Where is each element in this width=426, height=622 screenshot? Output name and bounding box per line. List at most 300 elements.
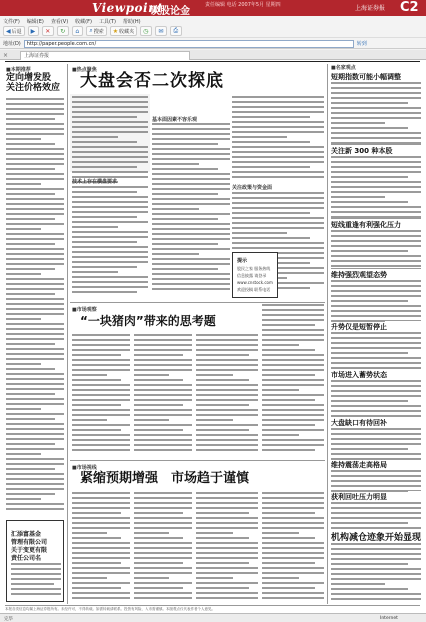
toolbar [0, 25, 426, 38]
body-text-line [72, 101, 148, 103]
right-column-headline[interactable]: 短期指数可能小幅调整 [331, 73, 401, 81]
body-text-line [331, 352, 408, 354]
mail-icon: ✉ [158, 27, 164, 35]
body-text-line [72, 537, 121, 539]
main-subhead: 关注政策与资金面 [232, 185, 273, 191]
body-text-line [6, 173, 64, 175]
body-text-line [331, 448, 408, 450]
body-text-line [72, 226, 118, 228]
body-text-line [331, 305, 421, 307]
left-ad-line: 汇添富基金 [11, 531, 42, 538]
body-text-line [262, 379, 324, 381]
notice-box[interactable] [232, 252, 278, 298]
main-subhead: 基本面因素不容乐观 [152, 117, 198, 123]
body-text-line [152, 153, 230, 155]
body-text-line [134, 512, 183, 514]
body-text-line [152, 253, 199, 255]
body-text-line [6, 203, 64, 205]
body-text-line [331, 196, 385, 198]
body-text-line [6, 463, 64, 465]
body-text-line [72, 231, 148, 233]
body-text-line [232, 161, 324, 163]
body-text-line [6, 488, 64, 490]
body-text-line [152, 133, 230, 135]
body-text-line [262, 429, 324, 431]
body-text-line [262, 434, 299, 436]
right-column-headline[interactable]: 机构减仓迹象开始显现 [331, 533, 422, 543]
body-text-line [331, 578, 421, 580]
menu-favorites[interactable]: 收藏(F) [75, 18, 92, 25]
body-text-line [331, 385, 421, 387]
body-text-line [72, 379, 121, 381]
body-text-line [6, 108, 64, 110]
left-ad-body [11, 563, 61, 599]
body-text-line [152, 268, 218, 270]
body-text-line [6, 148, 64, 150]
body-text-line [72, 211, 148, 213]
body-text-line [134, 434, 192, 436]
body-text-line [134, 444, 192, 446]
body-text-line [152, 188, 230, 190]
body-text-line [331, 598, 421, 600]
notice-line: 股民之家 服务热线 [237, 266, 271, 271]
body-text-line [331, 583, 385, 585]
bottom-headline[interactable]: 紧缩预期增强 市场趋于谨慎 [80, 471, 250, 486]
body-text-line [134, 399, 192, 401]
body-text-line [331, 390, 421, 392]
body-text-line [134, 587, 183, 589]
body-text-line [331, 438, 421, 440]
body-text-line [331, 166, 421, 168]
body-text-line [331, 132, 421, 134]
body-text-line [152, 123, 230, 125]
body-text-line [196, 592, 258, 594]
body-text-line [6, 158, 64, 160]
body-text-line [232, 156, 324, 158]
body-text-line [6, 233, 64, 235]
body-text-line [134, 379, 183, 381]
notice-title: 提示 [237, 258, 248, 264]
body-text-line [331, 250, 408, 252]
body-text-line [72, 449, 130, 451]
body-text-line [134, 364, 192, 366]
body-text-line [6, 223, 64, 225]
body-text-line [262, 522, 324, 524]
body-text-line [196, 557, 258, 559]
body-text-line [331, 405, 421, 407]
body-text-line [331, 176, 408, 178]
middle-body-col-4 [262, 304, 324, 456]
body-text-line [134, 572, 192, 574]
right-column-body [331, 156, 421, 224]
body-text-line [262, 557, 324, 559]
body-text-line [134, 344, 192, 346]
body-text-line [196, 552, 258, 554]
body-text-line [72, 241, 137, 243]
body-text-line [134, 389, 192, 391]
body-text-line [262, 449, 315, 451]
body-text-line [6, 303, 64, 305]
body-text-line [331, 235, 421, 237]
forward-arrow-icon: ▶ [30, 27, 36, 35]
body-text-line [6, 338, 64, 340]
body-text-line [331, 395, 421, 397]
body-text-line [196, 374, 233, 376]
body-text-line [331, 558, 421, 560]
body-text-line [6, 168, 55, 170]
body-text-line [72, 444, 130, 446]
body-text-line [152, 248, 230, 250]
body-text-line [134, 349, 192, 351]
body-text-line [72, 572, 130, 574]
body-text-line [72, 414, 130, 416]
main-headline[interactable]: 大盘会否二次探底 [80, 71, 224, 91]
right-column-divider [331, 218, 421, 219]
body-text-line [331, 295, 421, 297]
address-bar [0, 39, 426, 49]
body-text-line [6, 138, 41, 140]
body-text-line [6, 133, 64, 135]
body-text-line [262, 552, 324, 554]
body-text-line [6, 318, 41, 320]
body-text-line [72, 261, 148, 263]
menu-view[interactable]: 查看(V) [50, 18, 69, 25]
body-text-line [196, 597, 258, 599]
body-text-line [134, 597, 192, 599]
body-text-line [331, 285, 421, 287]
body-text-line [262, 419, 324, 421]
body-text-line [331, 211, 421, 213]
body-text-line [72, 201, 148, 203]
body-text-line [331, 433, 421, 435]
body-text-line [6, 208, 64, 210]
body-text-line [72, 567, 130, 569]
body-text-line [72, 96, 148, 98]
body-text-line [331, 380, 421, 382]
body-text-line [134, 409, 192, 411]
body-text-line [196, 354, 249, 356]
body-text-line [72, 156, 148, 158]
left-ad-line: 责任公司名 [11, 555, 42, 562]
body-text-line [72, 582, 130, 584]
body-text-line [232, 242, 324, 244]
body-text-line [72, 206, 148, 208]
body-text-line [152, 143, 218, 145]
home-button[interactable] [72, 26, 83, 36]
middle-body-col-1 [72, 334, 130, 456]
right-column-divider [331, 458, 421, 459]
body-text-line [72, 542, 130, 544]
body-text-line [331, 548, 421, 550]
body-text-line [6, 283, 64, 285]
forward-button[interactable] [28, 26, 40, 36]
body-text-line [331, 181, 421, 183]
body-text-line [331, 310, 421, 312]
body-text-line [6, 248, 64, 250]
body-text-line [331, 82, 421, 84]
bottom-body-col-3 [196, 492, 258, 602]
body-text-line [6, 458, 64, 460]
body-text-line [331, 573, 421, 575]
banner-date: 责任编辑 电话 2007年5月 星期四 [205, 2, 281, 8]
body-text-line [196, 567, 258, 569]
body-text-line [232, 171, 324, 173]
body-text-line [331, 342, 421, 344]
body-text-line [262, 562, 315, 564]
body-text-line [134, 419, 169, 421]
body-text-line [72, 171, 148, 173]
body-text-line [262, 344, 299, 346]
body-text-line [331, 280, 421, 282]
body-text-line [331, 315, 421, 317]
body-text-line [134, 552, 192, 554]
right-column-headline[interactable]: 维持强烈观望态势 [331, 271, 387, 279]
body-text-line [196, 547, 258, 549]
right-column-headline[interactable]: 升势仅是短暂停止 [331, 323, 387, 331]
star-icon: ★ [112, 27, 119, 35]
body-text-line [262, 497, 324, 499]
body-text-line [152, 223, 230, 225]
newspaper-page [0, 60, 426, 613]
body-text-line [331, 512, 421, 514]
body-text-line [72, 389, 130, 391]
address-input[interactable]: http://paper.people.com.cn/ [24, 40, 354, 48]
body-text-line [72, 266, 137, 268]
body-text-line [6, 403, 64, 405]
body-text-line [72, 339, 130, 341]
body-text-line [6, 273, 41, 275]
body-text-line [331, 87, 421, 89]
body-text-line [262, 502, 324, 504]
body-text-line [196, 389, 258, 391]
right-column-headline[interactable]: 关注新 300 种本股 [331, 147, 393, 155]
body-text-line [152, 193, 218, 195]
notice-line: 欢迎投稿 联系电话 [237, 287, 271, 292]
section-divider [70, 302, 325, 303]
body-text-line [152, 203, 230, 205]
body-text-line [232, 207, 324, 209]
body-text-line [11, 568, 61, 570]
body-text-line [196, 364, 258, 366]
body-text-line [331, 255, 421, 257]
body-text-line [72, 151, 148, 153]
body-text-line [72, 146, 148, 148]
body-text-line [6, 363, 41, 365]
body-text-line [6, 493, 55, 495]
right-column-body [331, 82, 421, 150]
body-text-line [152, 183, 230, 185]
body-text-line [152, 208, 199, 210]
refresh-button[interactable] [57, 26, 69, 36]
body-text-line [72, 409, 130, 411]
body-text-line [331, 502, 421, 504]
body-text-line [331, 117, 421, 119]
status-zone: Internet [380, 616, 398, 621]
middle-kicker: ■市场观察 [72, 307, 97, 313]
left-advertisement[interactable] [6, 520, 64, 602]
body-text-line [232, 131, 324, 133]
middle-headline[interactable]: “一块猪肉”带来的思考题 [80, 314, 216, 328]
body-text-line [331, 593, 421, 595]
body-text-line [134, 507, 192, 509]
banner-brand: Viewpoint [92, 1, 164, 15]
tab-strip [0, 50, 426, 60]
right-column-headline[interactable]: 市场进入蓄势状态 [331, 371, 387, 379]
right-column-headline[interactable]: 大盘缺口有待回补 [331, 419, 387, 427]
body-text-line [6, 398, 64, 400]
body-text-line [6, 433, 64, 435]
left-article-body [6, 98, 64, 516]
right-column-divider [331, 144, 421, 145]
banner-page-number: C2 [400, 0, 419, 15]
body-text-line [262, 507, 324, 509]
body-text-line [6, 393, 55, 395]
body-text-line [196, 439, 258, 441]
right-column-headline[interactable]: 维持震荡走高格局 [331, 461, 387, 469]
body-text-line [152, 278, 230, 280]
body-text-line [11, 578, 61, 580]
body-text-line [196, 394, 258, 396]
body-text-line [331, 191, 421, 193]
body-text-line [262, 399, 315, 401]
body-text-line [232, 101, 324, 103]
search-icon: ⌕ [89, 27, 93, 34]
right-column-headline[interactable]: 短线重逢有利强化压力 [331, 221, 401, 229]
menu-tools[interactable]: 工具(T) [98, 18, 116, 25]
body-text-line [196, 497, 258, 499]
body-text-line [262, 384, 324, 386]
body-text-line [72, 547, 130, 549]
print-button[interactable] [170, 26, 182, 36]
history-button[interactable] [140, 26, 152, 36]
body-text-line [196, 404, 249, 406]
body-text-line [6, 198, 64, 200]
body-text-line [72, 191, 137, 193]
right-column-divider [331, 490, 421, 491]
body-text-line [72, 522, 130, 524]
body-text-line [72, 349, 130, 351]
body-text-line [72, 404, 121, 406]
column-divider [67, 64, 68, 604]
body-text-line [196, 532, 233, 534]
body-text-line [331, 480, 421, 482]
body-text-line [232, 141, 310, 143]
mail-button[interactable] [155, 26, 167, 36]
body-text-line [72, 111, 148, 113]
menu-file[interactable]: 文件(F) [3, 18, 20, 25]
body-text-line [232, 111, 324, 113]
favorites-button[interactable] [110, 26, 137, 36]
body-text-line [152, 238, 230, 240]
body-text-line [6, 418, 55, 420]
body-text-line [72, 246, 148, 248]
banner-paper-name: 上海证券报 [355, 5, 386, 12]
body-text-line [134, 439, 192, 441]
body-text-line [331, 102, 408, 104]
body-text-line [196, 522, 258, 524]
menu-help[interactable]: 帮助(H) [122, 18, 141, 25]
body-text-line [262, 329, 324, 331]
body-text-line [196, 344, 258, 346]
body-text-line [152, 283, 230, 285]
body-text-line [134, 384, 192, 386]
menu-edit[interactable]: 编辑(E) [26, 18, 44, 25]
body-text-line [72, 419, 107, 421]
body-text-line [331, 347, 421, 349]
body-text-line [134, 532, 169, 534]
body-text-line [72, 592, 130, 594]
tab-active[interactable]: 上海证券报 [20, 51, 190, 60]
body-text-line [331, 563, 408, 565]
right-column-headline[interactable]: 获利回吐压力明显 [331, 493, 387, 501]
body-text-line [134, 369, 192, 371]
body-text-line [262, 414, 324, 416]
status-left: 完毕 [4, 617, 13, 622]
body-text-line [262, 324, 315, 326]
body-text-line [262, 349, 315, 351]
close-icon[interactable]: × [3, 52, 9, 59]
body-text-line [72, 251, 148, 253]
body-text-line [6, 293, 55, 295]
body-text-line [72, 364, 130, 366]
body-text-line [262, 339, 324, 341]
body-text-line [72, 256, 148, 258]
body-text-line [6, 193, 55, 195]
body-text-line [152, 213, 230, 215]
body-text-line [262, 582, 324, 584]
body-text-line [6, 343, 55, 345]
stop-button[interactable] [42, 26, 54, 36]
search-button[interactable] [86, 26, 106, 36]
body-text-line [232, 222, 324, 224]
body-text-line [196, 507, 258, 509]
body-text-line [331, 470, 421, 472]
back-button[interactable] [3, 26, 25, 36]
body-text-line [331, 428, 421, 430]
body-text-line [232, 166, 310, 168]
body-text-line [6, 123, 64, 125]
body-text-line [6, 453, 41, 455]
body-text-line [331, 357, 421, 359]
body-text-line [331, 186, 421, 188]
body-text-line [262, 354, 324, 356]
body-text-line [6, 218, 55, 220]
left-headline[interactable]: 定向增发股 关注价格效应 [6, 73, 61, 93]
body-text-line [6, 243, 55, 245]
body-text-line [6, 258, 64, 260]
body-text-line [196, 502, 258, 504]
body-text-line [134, 542, 192, 544]
body-text-line [6, 113, 64, 115]
body-text-line [6, 103, 64, 105]
body-text-line [262, 409, 324, 411]
body-text-line [6, 413, 64, 415]
body-text-line [196, 409, 258, 411]
body-text-line [6, 328, 64, 330]
go-button[interactable]: 转到 [356, 41, 367, 47]
body-text-line [6, 118, 55, 120]
body-text-line [232, 146, 324, 148]
body-text-line [331, 400, 408, 402]
body-text-line [6, 263, 64, 265]
main-subhead: 技术上存在横盘要求 [72, 179, 118, 185]
main-kicker: ■热点聚焦 [72, 67, 97, 73]
body-text-line [72, 236, 148, 238]
body-text-line [331, 161, 421, 163]
body-text-line [6, 278, 64, 280]
body-text-line [72, 136, 118, 138]
body-text-line [72, 492, 130, 494]
